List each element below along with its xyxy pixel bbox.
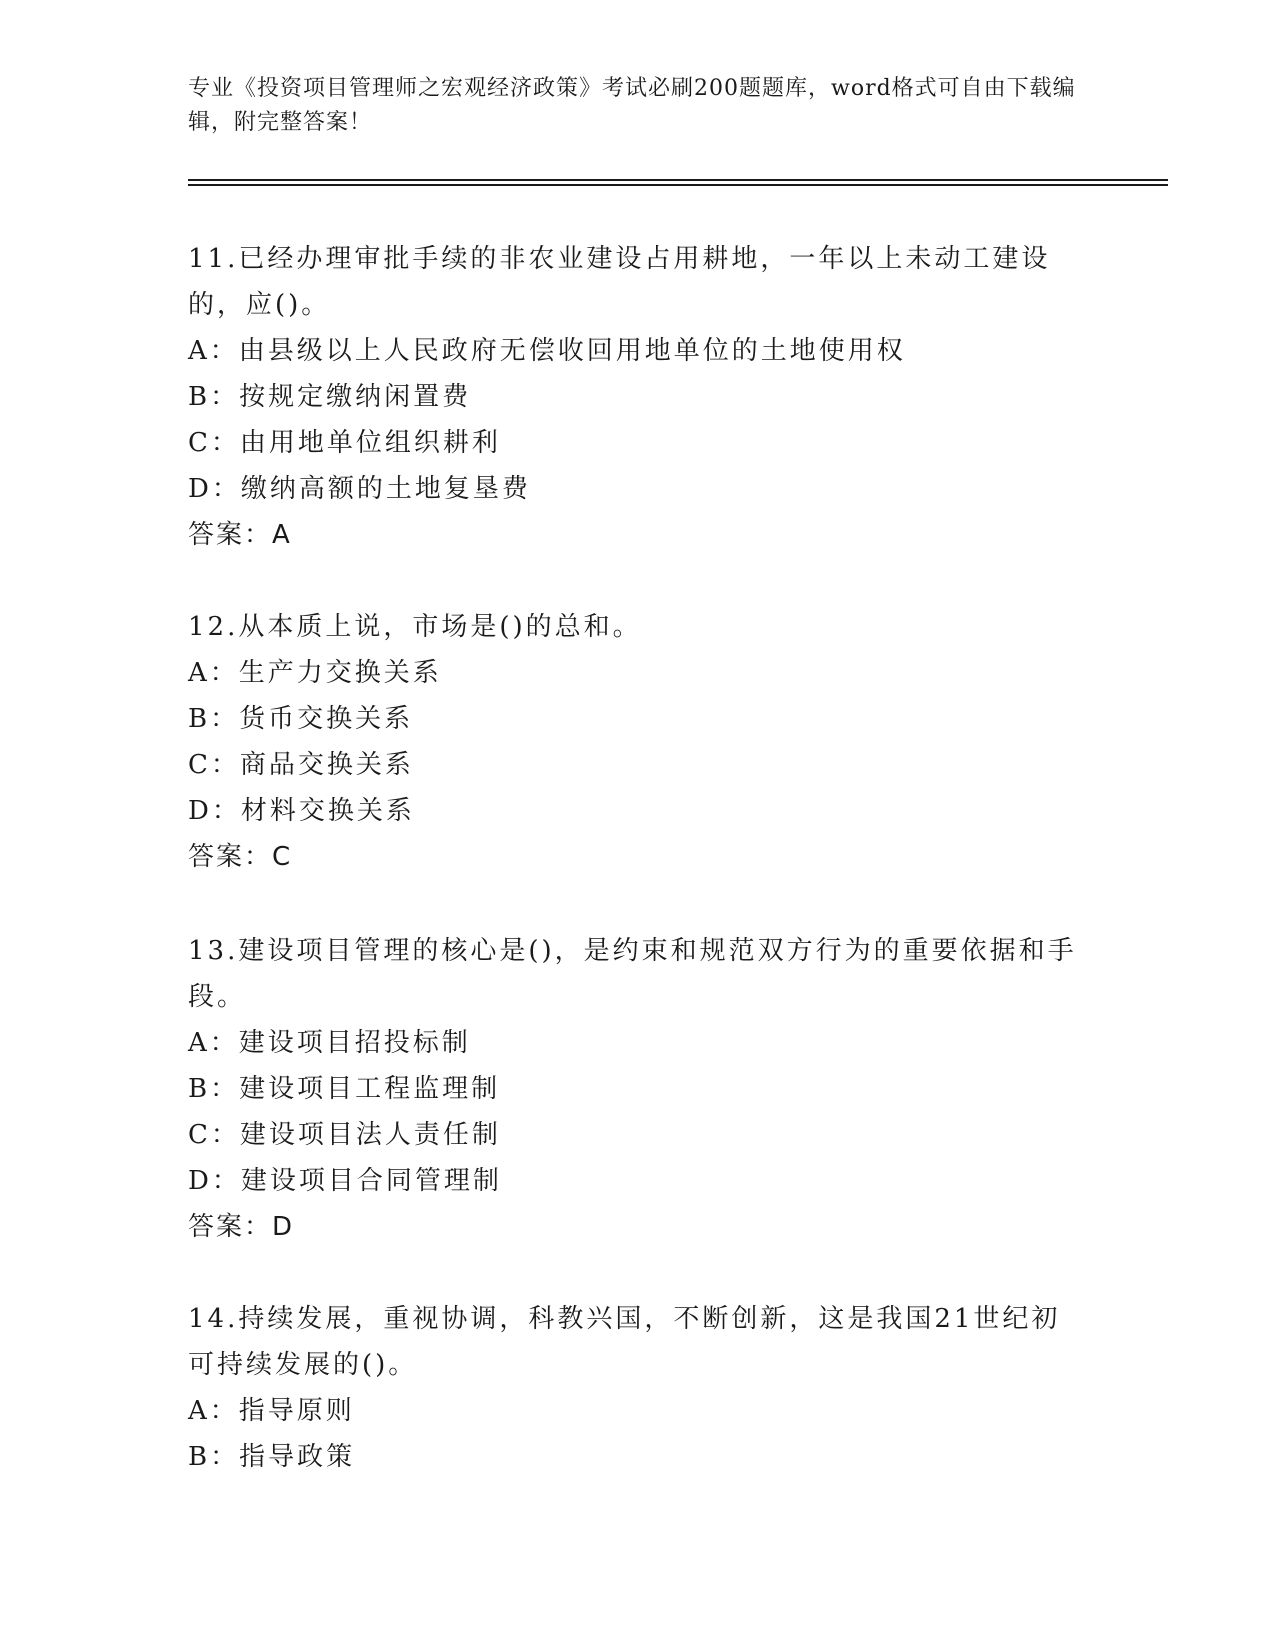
option-c: C：商品交换关系	[188, 750, 414, 780]
answer: 答案：C	[188, 842, 293, 872]
question-text: 14.持续发展，重视协调，科教兴国，不断创新，这是我国21世纪初可持续发展的()。	[188, 1304, 1061, 1380]
option-b: B：指导政策	[188, 1442, 356, 1472]
option-b: B：建设项目工程监理制	[188, 1074, 501, 1104]
header-divider-bottom	[188, 184, 1168, 186]
document-header-note: 专业《投资项目管理师之宏观经济政策》考试必刷200题题库，word格式可自由下载编辑，附完整答案！	[188, 76, 1076, 135]
option-d: D：材料交换关系	[188, 796, 415, 826]
question-text: 13.建设项目管理的核心是()，是约束和规范双方行为的重要依据和手段。	[188, 936, 1077, 1012]
option-a: A：生产力交换关系	[188, 658, 442, 688]
option-b: B：货币交换关系	[188, 704, 414, 734]
question-12	[188, 604, 1088, 880]
question-13	[188, 928, 1088, 1250]
option-a: A：由县级以上人民政府无偿收回用地单位的土地使用权	[188, 336, 906, 366]
option-a: A：建设项目招投标制	[188, 1028, 471, 1058]
question-11	[188, 236, 1088, 558]
header-divider-top	[188, 179, 1168, 181]
option-a: A：指导原则	[188, 1396, 355, 1426]
answer: 答案：A	[188, 520, 292, 550]
answer: 答案：D	[188, 1212, 295, 1242]
option-c: C：建设项目法人责任制	[188, 1120, 501, 1150]
option-d: D：缴纳高额的土地复垦费	[188, 474, 531, 504]
question-14	[188, 1296, 1088, 1480]
option-b: B：按规定缴纳闲置费	[188, 382, 472, 412]
question-text: 12.从本质上说，市场是()的总和。	[188, 612, 642, 642]
question-text: 11.已经办理审批手续的非农业建设占用耕地，一年以上未动工建设的，应()。	[188, 244, 1051, 320]
option-d: D：建设项目合同管理制	[188, 1166, 502, 1196]
option-c: C：由用地单位组织耕利	[188, 428, 501, 458]
